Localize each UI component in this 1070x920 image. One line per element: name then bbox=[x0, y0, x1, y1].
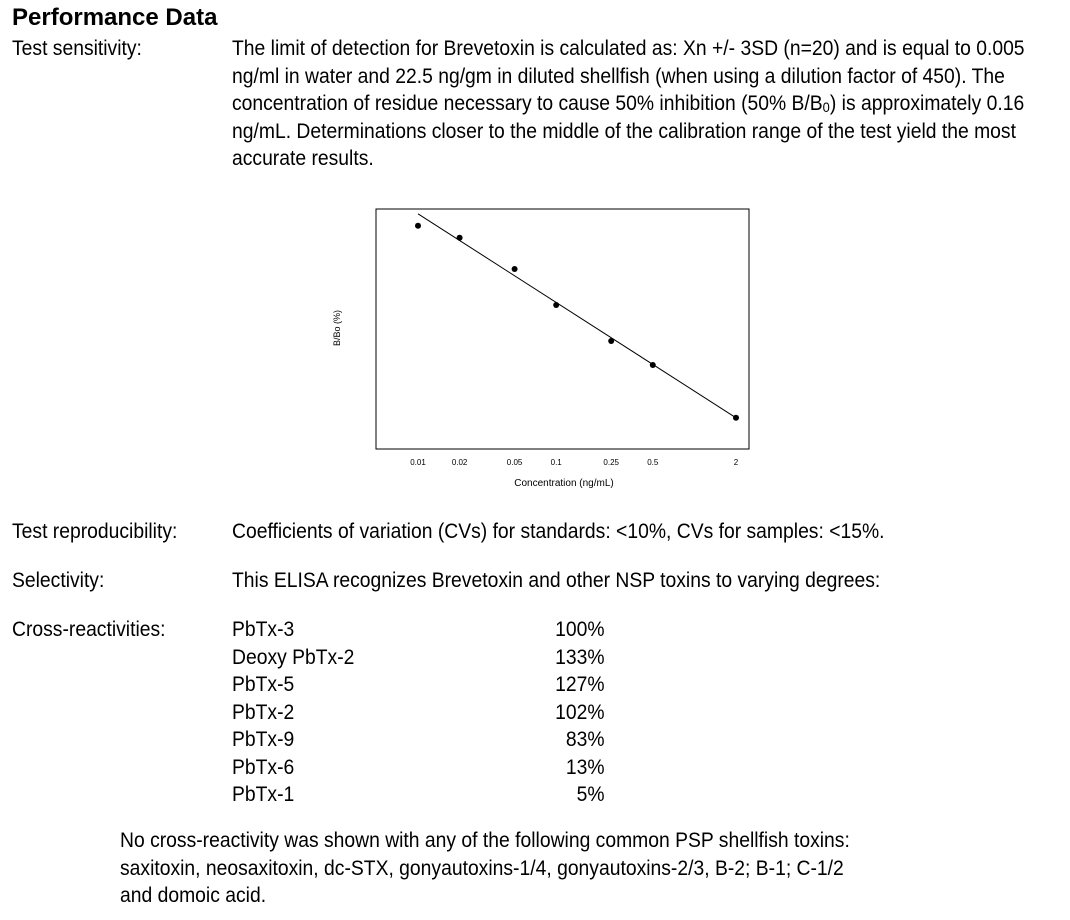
data-point bbox=[553, 302, 559, 308]
data-point bbox=[608, 338, 614, 344]
data-point bbox=[733, 415, 739, 421]
plot-frame bbox=[376, 209, 749, 449]
data-point bbox=[415, 223, 421, 229]
psp-note bbox=[120, 827, 911, 910]
toxin-value: 13% bbox=[565, 755, 605, 779]
x-tick-label: 0.25 bbox=[603, 458, 619, 467]
sensitivity-paragraph bbox=[232, 35, 1055, 173]
selectivity-text: This ELISA recognizes Brevetoxin and other NSP toxins to varying degrees: bbox=[232, 569, 881, 592]
toxin-name: PbTx-3 bbox=[232, 618, 295, 641]
table-row bbox=[232, 699, 605, 727]
sensitivity-line bbox=[232, 90, 1055, 118]
x-tick-label: 2 bbox=[733, 458, 739, 467]
table-row bbox=[232, 671, 605, 699]
note-line: and domoic acid. bbox=[120, 884, 267, 907]
note-line: saxitoxin, neosaxitoxin, dc-STX, gonyautoxins-1/4, gonyautoxins-2/3, B-2; B-1; C-1/2 bbox=[120, 856, 844, 880]
sensitivity-line: ng/mL. Determinations closer to the middle of the calibration range of the test yield the most bbox=[232, 119, 1016, 143]
sensitivity-label: Test sensitivity: bbox=[12, 37, 142, 60]
toxin-name: PbTx-9 bbox=[232, 728, 295, 751]
selectivity-label: Selectivity: bbox=[12, 569, 105, 592]
x-tick-label: 0.5 bbox=[647, 458, 659, 467]
toxin-value: 102% bbox=[555, 700, 605, 724]
toxin-value: 83% bbox=[565, 728, 605, 751]
sensitivity-line: The limit of detection for Brevetoxin is calculated as: Xn +/- 3SD (n=20) and is equal to 0.005 bbox=[232, 37, 1025, 60]
toxin-name: PbTx-6 bbox=[232, 755, 295, 779]
toxin-value: 100% bbox=[555, 618, 605, 641]
table-row bbox=[232, 644, 605, 672]
toxin-name: PbTx-1 bbox=[232, 783, 295, 806]
page-title: Performance Data bbox=[12, 4, 218, 31]
x-tick-label: 0.01 bbox=[410, 458, 426, 467]
y-axis-label: B/Bo (%) bbox=[332, 309, 342, 347]
reproducibility-label: Test reproducibility: bbox=[12, 520, 178, 543]
sensitivity-line: accurate results. bbox=[232, 147, 374, 170]
table-row bbox=[232, 726, 605, 754]
x-tick-label: 0.1 bbox=[550, 458, 562, 467]
fit-line bbox=[418, 214, 736, 418]
toxin-value: 133% bbox=[555, 645, 605, 669]
x-tick-label: 0.02 bbox=[451, 458, 468, 467]
table-row bbox=[232, 616, 605, 644]
cross-reactivity-table bbox=[232, 616, 605, 809]
calibration-chart bbox=[300, 200, 760, 495]
reproducibility-text: Coefficients of variation (CVs) for standards: <10%, CVs for samples: <15%. bbox=[232, 520, 885, 543]
toxin-value: 127% bbox=[555, 673, 605, 696]
x-axis-label: Concentration (ng/mL) bbox=[514, 478, 614, 489]
toxin-value: 5% bbox=[576, 783, 605, 806]
note-line: No cross-reactivity was shown with any of the following common PSP shellfish toxins: bbox=[120, 829, 850, 852]
toxin-name: PbTx-2 bbox=[232, 700, 295, 724]
table-row bbox=[232, 754, 605, 782]
toxin-name: Deoxy PbTx-2 bbox=[232, 645, 355, 669]
data-point bbox=[457, 235, 463, 241]
sensitivity-line: ng/ml in water and 22.5 ng/gm in diluted shellfish (when using a dilution factor of 450). The bbox=[232, 64, 1005, 88]
sensitivity-text: ) is approximately 0.16 bbox=[829, 92, 1025, 115]
sensitivity-text: concentration of residue necessary to cause 50% inhibition (50% B/B bbox=[232, 92, 823, 115]
cross-reactivities-label: Cross-reactivities: bbox=[12, 618, 166, 641]
table-row bbox=[232, 781, 605, 809]
data-point bbox=[650, 362, 656, 368]
toxin-name: PbTx-5 bbox=[232, 673, 295, 696]
subscript-zero: 0 bbox=[822, 99, 830, 115]
data-point bbox=[512, 266, 518, 272]
x-tick-label: 0.05 bbox=[506, 458, 523, 467]
